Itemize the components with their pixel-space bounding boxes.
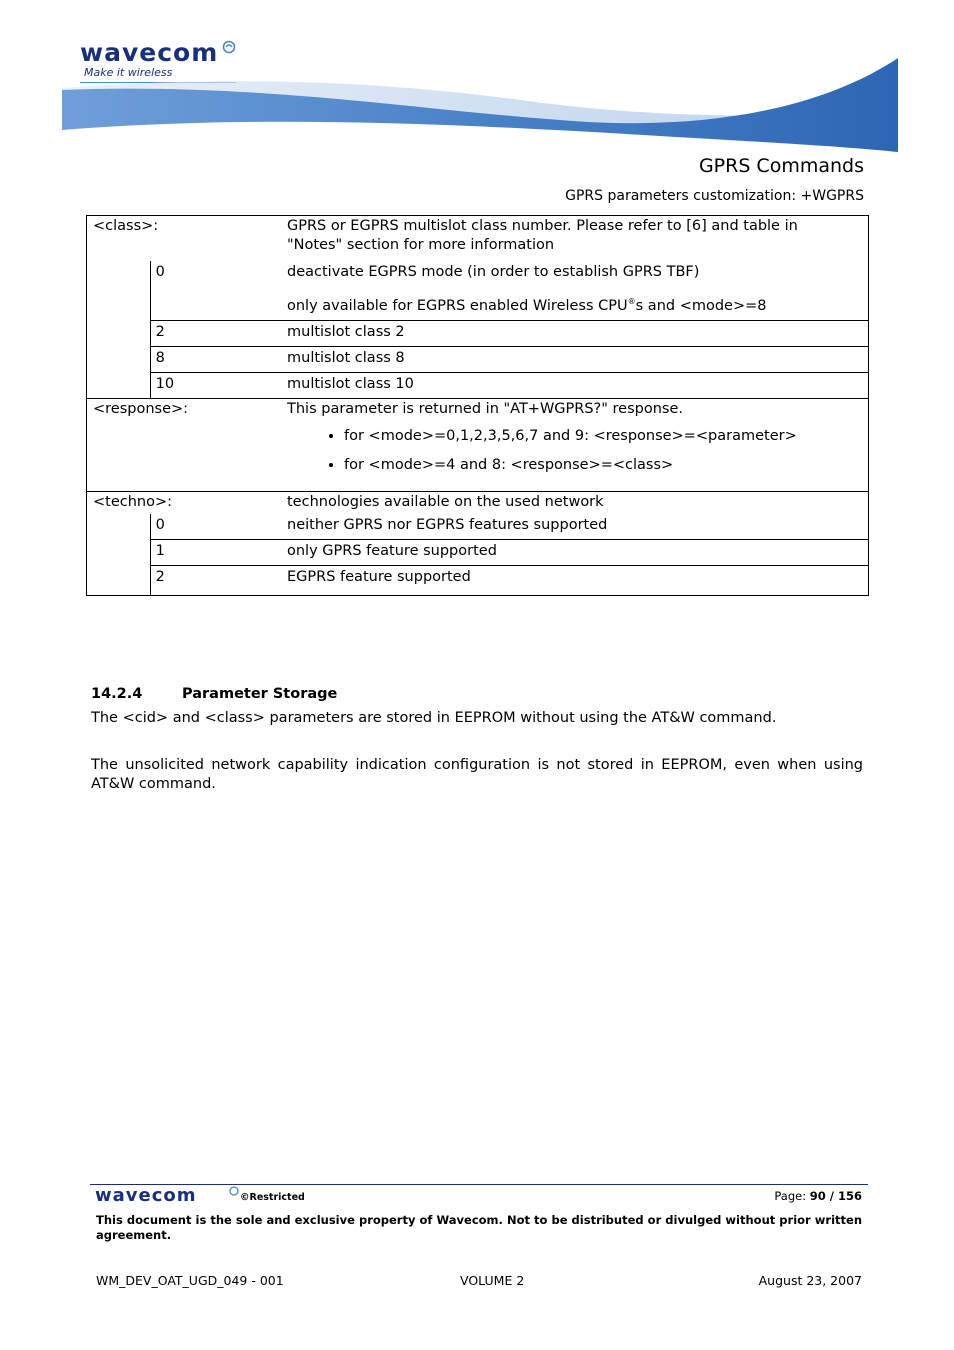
disclaimer: This document is the sole and exclusive property of Wavecom. Not to be distributed or divulged without prior written agreement.	[96, 1213, 862, 1242]
section-heading: Parameter Storage	[182, 686, 338, 702]
param-name: <class>:	[93, 218, 159, 234]
parameter-table	[86, 215, 869, 596]
footer-rule	[90, 1184, 868, 1185]
value-row	[87, 539, 869, 565]
value-description: multislot class 10	[287, 375, 414, 392]
document-id: WM_DEV_OAT_UGD_049 - 001	[96, 1273, 284, 1288]
value-text: deactivate EGPRS mode (in order to establish GPRS TBF)	[287, 264, 700, 280]
param-name: <techno>:	[93, 493, 173, 510]
document-date: August 23, 2007	[758, 1273, 862, 1288]
page-separator: /	[825, 1189, 838, 1203]
response-bullet-list	[287, 427, 844, 475]
value-code: 2	[150, 565, 283, 595]
value-row	[87, 320, 869, 346]
body-paragraph: The <cid> and <class> parameters are stored in EEPROM without using the AT&W command.	[91, 710, 777, 726]
value-description	[283, 261, 869, 320]
page-indicator	[774, 1189, 862, 1203]
param-description	[283, 398, 869, 491]
body-paragraph: The unsolicited network capability indication configuration is not stored in EEPROM, even when using AT&W command.	[91, 757, 863, 792]
value-description: multislot class 8	[283, 346, 869, 372]
page-total: 156	[837, 1189, 862, 1203]
list-item: • for <mode>=4 and 8: <response>=<class>	[344, 456, 844, 475]
value-code: 10	[150, 372, 283, 398]
list-item: • for <mode>=0,1,2,3,5,6,7 and 9: <response>=<parameter>	[344, 427, 844, 446]
value-code: 0	[150, 261, 283, 320]
value-description: multislot class 2	[283, 320, 869, 346]
value-code: 2	[150, 320, 283, 346]
value-row	[87, 514, 869, 540]
header-swoosh-graphic	[0, 50, 954, 160]
value-code: 8	[150, 346, 283, 372]
value-description: neither GPRS nor EGPRS features supported	[283, 514, 869, 540]
value-code: 1	[150, 539, 283, 565]
value-row	[87, 372, 869, 398]
footer-logo-swirl-icon	[229, 1186, 239, 1196]
value-row	[87, 346, 869, 372]
logo-tagline: Make it wireless	[84, 66, 173, 79]
page-current: 90	[809, 1189, 826, 1203]
param-class-group	[87, 216, 869, 399]
page-label: Page:	[774, 1189, 807, 1203]
wavecom-logo: wavecom	[80, 38, 219, 67]
param-response-group	[87, 398, 869, 491]
value-row	[87, 261, 869, 320]
restricted-label: ©Restricted	[240, 1192, 305, 1203]
value-description: only GPRS feature supported	[283, 539, 869, 565]
value-note: only available for EGPRS enabled Wireless CPU®s and <mode>=8	[287, 297, 767, 314]
footer-wavecom-logo: wavecom	[95, 1185, 197, 1206]
param-name: <response>:	[93, 400, 189, 417]
value-code: 0	[150, 514, 283, 540]
param-description-text: This parameter is returned in "AT+WGPRS?" response.	[287, 400, 683, 417]
section-title: GPRS Commands	[698, 155, 864, 177]
param-description: GPRS or EGPRS multislot class number. Please refer to [6] and table in "Notes" section for more information	[287, 218, 798, 253]
subsection-title: GPRS parameters customization: +WGPRS	[565, 188, 864, 204]
section-number: 14.2.4	[91, 686, 143, 702]
value-description: EGPRS feature supported	[287, 568, 471, 585]
value-row	[87, 565, 869, 595]
volume-label: VOLUME 2	[460, 1273, 525, 1288]
param-techno-group	[87, 491, 869, 595]
param-description: technologies available on the used network	[287, 493, 604, 510]
